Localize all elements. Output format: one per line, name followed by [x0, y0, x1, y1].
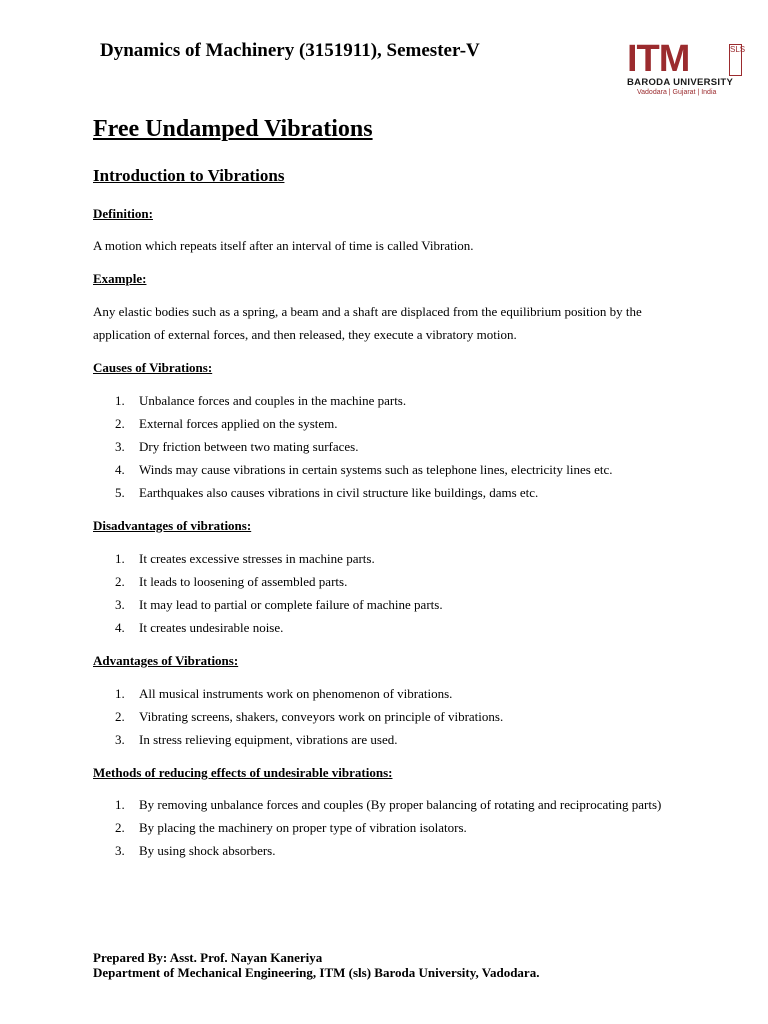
logo-place-text: Vadodara | Gujarat | India: [637, 89, 717, 96]
list-item: 4. It creates undesirable noise.: [115, 620, 284, 635]
page-title: Free Undamped Vibrations: [93, 116, 373, 142]
disadvantages-heading: Disadvantages of vibrations:: [93, 518, 252, 533]
list-item: 1. It creates excessive stresses in machine parts.: [115, 551, 375, 566]
methods-heading: Methods of reducing effects of undesirable vibrations:: [93, 765, 393, 780]
list-item-text: Earthquakes also causes vibrations in civil structure like buildings, dams etc.: [139, 485, 539, 500]
list-item: 1. By removing unbalance forces and couples (By proper balancing of rotating and reciprocating parts): [115, 797, 662, 812]
list-item-text: In stress relieving equipment, vibrations are used.: [139, 732, 398, 747]
list-item-text: External forces applied on the system.: [139, 416, 338, 431]
list-item-text: It creates excessive stresses in machine parts.: [139, 551, 375, 566]
course-header: Dynamics of Machinery (3151911), Semester-V: [100, 40, 480, 61]
list-item-text: Vibrating screens, shakers, conveyors work on principle of vibrations.: [139, 709, 504, 724]
page-footer: [93, 950, 539, 980]
list-item: 2. It leads to loosening of assembled parts.: [115, 574, 348, 589]
list-item: 2. External forces applied on the system.: [115, 416, 338, 431]
list-item-text: Dry friction between two mating surfaces.: [139, 439, 359, 454]
list-item-text: Winds may cause vibrations in certain systems such as telephone lines, electricity lines etc.: [139, 462, 613, 477]
section-title: Introduction to Vibrations: [93, 166, 285, 185]
list-item: 4. Winds may cause vibrations in certain systems such as telephone lines, electricity lines etc.: [115, 462, 613, 477]
list-item: 2. Vibrating screens, shakers, conveyors work on principle of vibrations.: [115, 709, 504, 724]
list-item-text: By placing the machinery on proper type of vibration isolators.: [139, 820, 467, 835]
methods-list: [93, 793, 699, 862]
example-heading: Example:: [93, 271, 147, 286]
list-item-text: It leads to loosening of assembled parts.: [139, 574, 348, 589]
logo-main-text: ITM: [627, 38, 690, 80]
logo-university-text: BARODA UNIVERSITY: [627, 77, 734, 88]
disadvantages-list: [93, 547, 699, 639]
list-item: 1. Unbalance forces and couples in the machine parts.: [115, 393, 407, 408]
university-logo: [627, 38, 755, 100]
list-item-text: Unbalance forces and couples in the machine parts.: [139, 393, 407, 408]
list-item-text: By using shock absorbers.: [139, 843, 276, 858]
list-item: 3. By using shock absorbers.: [115, 843, 276, 858]
list-item: 1. All musical instruments work on phenomenon of vibrations.: [115, 686, 453, 701]
causes-heading: Causes of Vibrations:: [93, 360, 213, 375]
advantages-heading: Advantages of Vibrations:: [93, 653, 239, 668]
list-item: 3. It may lead to partial or complete failure of machine parts.: [115, 597, 443, 612]
list-item: 3. Dry friction between two mating surfaces.: [115, 439, 359, 454]
list-item: 5. Earthquakes also causes vibrations in civil structure like buildings, dams etc.: [115, 485, 539, 500]
prepared-by: Prepared By: Asst. Prof. Nayan Kaneriya: [93, 950, 323, 965]
example-text: Any elastic bodies such as a spring, a beam and a shaft are displaced from the equilibrium position by the application of external forces, and then released, they execute a vibratory motion.: [93, 304, 642, 342]
definition-heading: Definition:: [93, 206, 153, 221]
list-item-text: It may lead to partial or complete failure of machine parts.: [139, 597, 443, 612]
list-item: 2. By placing the machinery on proper type of vibration isolators.: [115, 820, 467, 835]
definition-text: A motion which repeats itself after an interval of time is called Vibration.: [93, 238, 474, 253]
logo-sub-text: SLS: [729, 44, 742, 76]
list-item-text: It creates undesirable noise.: [139, 620, 284, 635]
list-item: 3. In stress relieving equipment, vibrations are used.: [115, 732, 398, 747]
causes-list: [93, 389, 699, 504]
department: Department of Mechanical Engineering, ITM (sls) Baroda University, Vadodara.: [93, 965, 540, 980]
list-item-text: All musical instruments work on phenomenon of vibrations.: [139, 686, 453, 701]
list-item-text: By removing unbalance forces and couples (By proper balancing of rotating and reciprocating parts): [139, 797, 662, 812]
advantages-list: [93, 682, 699, 751]
